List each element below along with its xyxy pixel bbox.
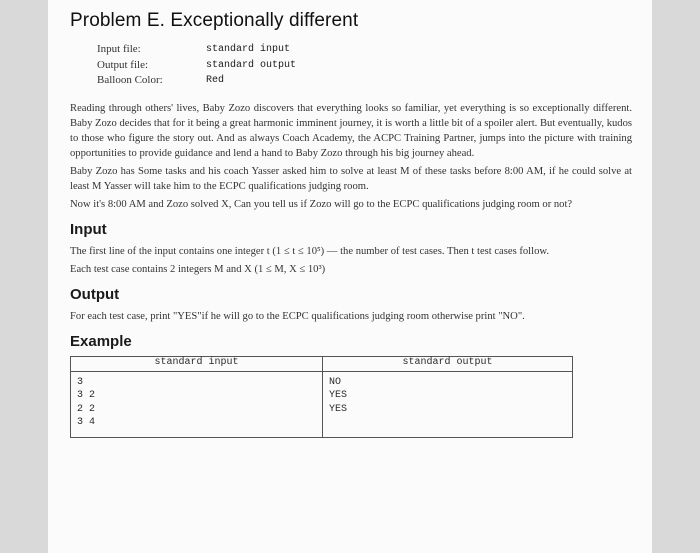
example-heading: Example xyxy=(70,332,132,350)
meta-label: Balloon Color: xyxy=(97,74,163,86)
input-heading: Input xyxy=(70,220,107,238)
statement-paragraph: Baby Zozo has Some tasks and his coach Yasser asked him to solve at least M of these tasks before 8:00 AM, if he could solve at least M Yasser will take him to the ECPC qualifications judging room. xyxy=(70,165,632,192)
output-paragraph: For each test case, print "YES"if he will go to the ECPC qualifications judging room otherwise print "NO". xyxy=(70,310,525,322)
output-heading: Output xyxy=(70,285,120,303)
io-metadata xyxy=(97,42,632,89)
meta-value: standard input xyxy=(206,44,291,55)
statement-paragraph: Reading through others' lives, Baby Zozo discovers that everything looks so familiar, yet everything is so exceptionally different. Baby Zozo decides that for it being a great harmonic imminent journey, it is worth a little bit of a spoiler alert. But eventually, kudos to those who figure the story out. And as always Coach Academy, the ACPC Training Partner, jumps into the picture with training opportunities to provide guidance and lend a hand to Baby Zozo through his big journey ahead. xyxy=(70,102,632,159)
example-output-cell xyxy=(323,371,573,437)
input-paragraph: Each test case contains 2 integers M and X (1 ≤ M, X ≤ 10³) xyxy=(70,263,326,275)
meta-label: Input file: xyxy=(97,43,141,55)
example-output-header: standard output xyxy=(323,356,573,371)
example-header-row xyxy=(71,356,573,371)
example-output-line: YES xyxy=(329,403,348,415)
input-paragraph: The first line of the input contains one integer t (1 ≤ t ≤ 10⁵) — the number of test cases. Then t test cases follow. xyxy=(70,245,549,257)
meta-row-output-file xyxy=(97,58,632,74)
meta-value: Red xyxy=(206,75,225,86)
example-input-line: 2 2 xyxy=(77,403,96,415)
meta-row-balloon-color xyxy=(97,73,632,89)
example-table xyxy=(70,356,573,438)
example-body-row xyxy=(71,371,573,437)
example-output-line: NO xyxy=(329,376,342,388)
example-input-cell xyxy=(71,371,323,437)
example-output-line: YES xyxy=(329,390,348,401)
example-input-line: 3 xyxy=(77,376,84,388)
problem-title: Problem E. Exceptionally different xyxy=(70,10,359,31)
problem-page xyxy=(48,0,652,553)
example-input-line: 3 4 xyxy=(77,417,96,428)
example-input-header: standard input xyxy=(71,356,323,371)
meta-row-input-file xyxy=(97,42,632,58)
meta-value: standard output xyxy=(206,59,297,71)
example-input-line: 3 2 xyxy=(77,390,96,401)
statement-paragraph: Now it's 8:00 AM and Zozo solved X, Can you tell us if Zozo will go to the ECPC qualifications judging room or not? xyxy=(70,198,573,210)
meta-label: Output file: xyxy=(97,58,149,71)
